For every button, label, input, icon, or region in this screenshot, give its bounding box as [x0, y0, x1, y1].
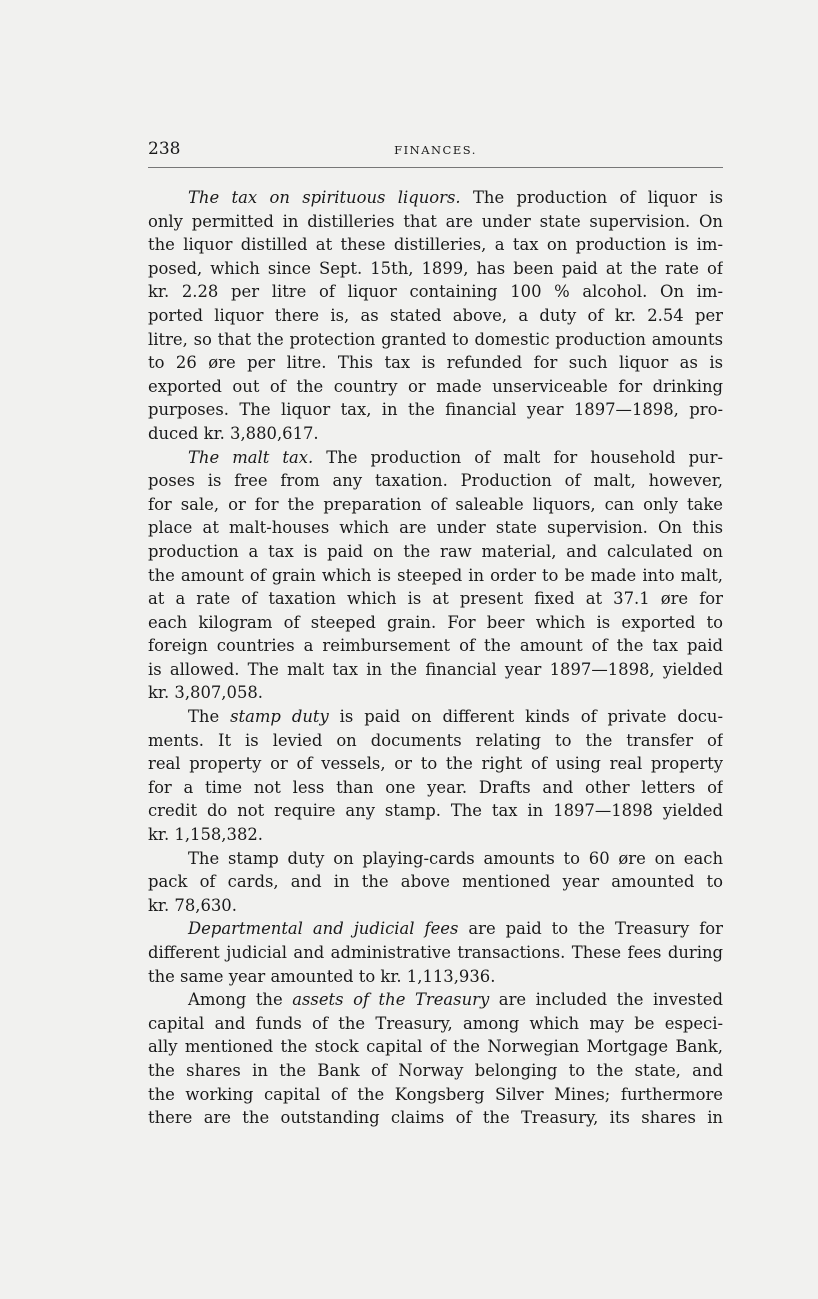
text-line: [148, 280, 723, 304]
text-run: The production of liquor is: [460, 188, 723, 207]
text-run: The stamp duty on playing-cards amounts to 60 øre on each: [188, 848, 723, 868]
text-line: [148, 233, 723, 257]
text-line: [148, 422, 723, 446]
text-run: kr. 3,807,058.: [148, 683, 264, 703]
text-run: the amount of grain which is steeped in order to be made into malt,: [148, 565, 723, 585]
text-run: different judicial and administrative transactions. These fees during: [148, 943, 723, 962]
text-run: each kilogram of steeped grain. For beer which is exported to: [148, 612, 723, 632]
text-line: [148, 705, 723, 729]
text-run: to 26 øre per litre. This tax is refunded for such liquor as is: [148, 353, 723, 373]
text-line: [148, 611, 723, 635]
text-run: poses is free from any taxation. Production of malt, however,: [148, 471, 723, 491]
text-run: there are the outstanding claims of the Treasury, its shares in: [148, 1108, 723, 1128]
text-line: [148, 587, 723, 611]
text-line: [148, 681, 723, 705]
page-number: 238: [148, 139, 181, 159]
text-line: [148, 186, 723, 210]
italic-term: The tax on spirituous liquors.: [188, 188, 461, 207]
text-run: kr. 2.28 per litre of liquor containing 100 % alcohol. On im-: [148, 282, 723, 302]
text-run: the working capital of the Kongsberg Silver Mines; furthermore: [148, 1084, 723, 1104]
text-run: real property or of vessels, or to the right of using real property: [148, 754, 723, 774]
text-line: [148, 776, 723, 800]
text-line: [148, 257, 723, 281]
header-rule: [148, 167, 723, 168]
text-run: only permitted in distilleries that are under state supervision. On: [148, 211, 723, 231]
body-text: [148, 186, 723, 1130]
running-head: FINANCES.: [394, 143, 477, 157]
text-line: [148, 823, 723, 847]
text-run: foreign countries a reimbursement of the amount of the tax paid: [148, 636, 723, 656]
text-run: is allowed. The malt tax in the financial year 1897—1898, yielded: [148, 659, 723, 679]
text-run: place at malt-houses which are under state supervision. On this: [148, 518, 723, 538]
text-run: are included the invested: [489, 990, 723, 1010]
text-run: the liquor distilled at these distilleries, a tax on production is im-: [148, 235, 723, 255]
text-run: production a tax is paid on the raw material, and calculated on: [148, 541, 723, 561]
text-line: [148, 398, 723, 422]
text-run: Among the: [188, 990, 293, 1010]
text-line: [148, 894, 723, 918]
text-line: [148, 988, 723, 1012]
text-line: [148, 799, 723, 823]
text-line: [148, 540, 723, 564]
text-line: [148, 1035, 723, 1059]
italic-term: stamp duty: [230, 707, 329, 727]
text-line: [148, 1106, 723, 1130]
text-line: [148, 351, 723, 375]
text-line: [148, 304, 723, 328]
italic-term: The malt tax.: [188, 447, 314, 467]
text-run: for sale, or for the preparation of saleable liquors, can only take: [148, 494, 723, 514]
text-run: exported out of the country or made unserviceable for drinking: [148, 376, 723, 396]
text-run: posed, which since Sept. 15th, 1899, has been paid at the rate of: [148, 258, 723, 278]
text-line: [148, 752, 723, 776]
text-run: The: [188, 707, 231, 727]
text-line: [148, 965, 723, 989]
text-run: ments. It is levied on documents relating to the transfer of: [148, 730, 723, 750]
text-run: The production of malt for household pur-: [313, 447, 723, 467]
text-run: for a time not less than one year. Drafts and other letters of: [148, 777, 723, 797]
text-line: [148, 917, 723, 941]
text-run: the shares in the Bank of Norway belonging to the state, and: [148, 1060, 723, 1080]
text-run: ported liquor there is, as stated above, a duty of kr. 2.54 per: [148, 305, 723, 325]
text-run: litre, so that the protection granted to domestic production amounts: [148, 329, 723, 349]
text-run: credit do not require any stamp. The tax in 1897—1898 yielded: [148, 801, 723, 821]
text-line: [148, 1012, 723, 1036]
text-line: [148, 516, 723, 540]
text-line: [148, 210, 723, 234]
page-header: [148, 139, 723, 167]
text-run: kr. 1,158,382.: [148, 825, 264, 845]
text-line: [148, 375, 723, 399]
text-line: [148, 469, 723, 493]
text-run: pack of cards, and in the above mentioned year amounted to: [148, 872, 723, 892]
text-run: at a rate of taxation which is at present fixed at 37.1 øre for: [148, 589, 723, 609]
text-run: ally mentioned the stock capital of the Norwegian Mortgage Bank,: [148, 1037, 723, 1057]
text-line: [148, 634, 723, 658]
text-run: are paid to the Treasury for: [458, 919, 723, 939]
text-line: [148, 1083, 723, 1107]
text-run: is paid on different kinds of private docu-: [328, 707, 723, 727]
text-line: [148, 1059, 723, 1083]
text-line: [148, 328, 723, 352]
text-line: [148, 941, 723, 965]
text-line: [148, 729, 723, 753]
text-line: [148, 493, 723, 517]
text-run: capital and funds of the Treasury, among which may be especi-: [148, 1013, 723, 1033]
text-line: [148, 446, 723, 470]
italic-term: assets of the Treasury: [292, 990, 490, 1010]
text-run: kr. 78,630.: [148, 895, 237, 915]
text-run: purposes. The liquor tax, in the financial year 1897—1898, pro-: [148, 400, 723, 420]
text-line: [148, 658, 723, 682]
text-run: duced kr. 3,880,617.: [148, 423, 319, 443]
text-line: [148, 847, 723, 871]
text-run: the same year amounted to kr. 1,113,936.: [148, 966, 496, 986]
text-line: [148, 564, 723, 588]
italic-term: Departmental and judicial fees: [188, 919, 459, 939]
text-line: [148, 870, 723, 894]
